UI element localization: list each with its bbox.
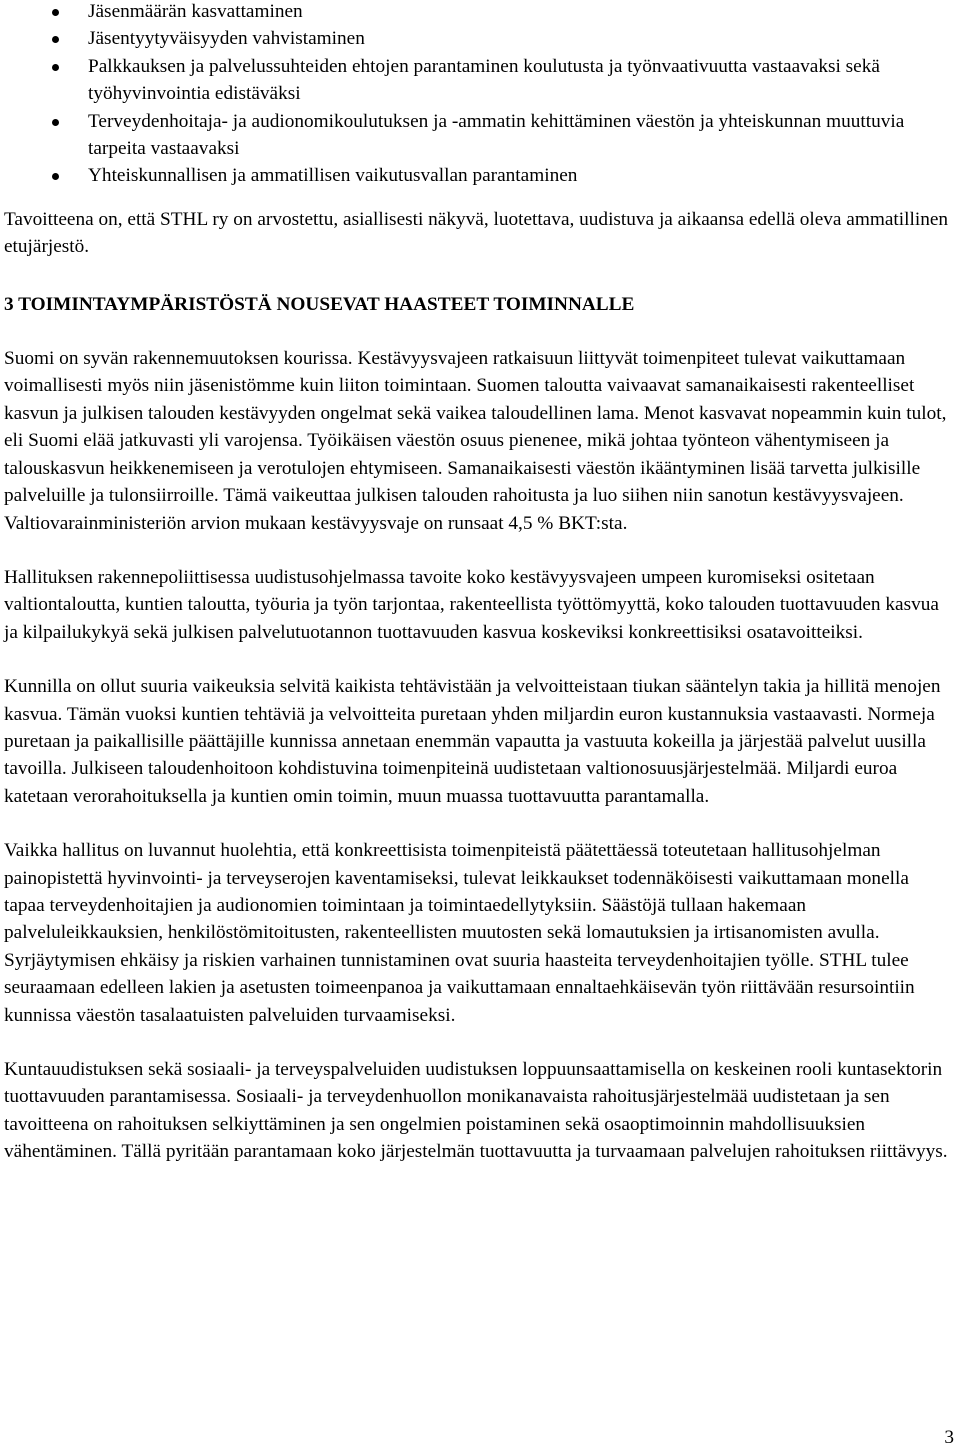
list-item — [4, 0, 954, 25]
paragraph: Vaikka hallitus on luvannut huolehtia, että konkreettisista toimenpiteistä päätettäessä toteutetaan hallitusohjelman painopistettä hyvinvointi- ja terveyserojen kaventamiseksi, tulevat leikkaukset todennäköisesti vaikuttamaan monella tapaa terveydenhoitajien ja audionomien toimintaan ja toimintaedellytyksiin. Säästöjä tullaan hakemaan palveluleikkauksien, henkilöstömitoitusten, rakenteellisten muutosten sekä lomautuksien ja irtisanomisten avulla. Syrjäytymisen ehkäisy ja riskien varhainen tunnistaminen ovat suuria haasteita terveydenhoitajien työlle. STHL tulee seuraamaan edelleen lakien ja asetusten toimeenpanoa ja vaikuttamaan ennaltaehkäisevän työn riittävään resursointiin kunnissa väestön tasalaatuisten palveluiden turvaamiseksi. — [4, 840, 915, 1026]
list-item — [4, 25, 954, 52]
list-item — [4, 53, 954, 108]
paragraph: Hallituksen rakennepoliittisessa uudistusohjelmassa tavoite koko kestävyysvajeen umpeen kuromiseksi ositetaan valtiontaloutta, kuntien taloutta, työuria ja työn tarjontaa, rakenteellista työttömyyttä, koko talouden tuottavuuden kasvua ja kilpailukykyä sekä julkisen palvelutuotannon tuottavuuden kasvua koskeviksi konkreettisiksi osatavoitteiksi. — [4, 566, 939, 643]
section-heading: 3 TOIMINTAYMPÄRISTÖSTÄ NOUSEVAT HAASTEET TOIMINNALLE — [4, 293, 635, 315]
bullet-text: Jäsenmäärän kasvattaminen — [88, 1, 303, 22]
bullet-icon — [52, 9, 59, 16]
bullet-text: Jäsentyytyväisyyden vahvistaminen — [88, 28, 365, 50]
page-number: 3 — [944, 1427, 954, 1448]
bullet-text: Terveydenhoitaja- ja audionomikoulutuksen ja -ammatin kehittäminen väestön ja yhteiskunnan muuttuvia tarpeita vastaavaksi — [88, 110, 905, 160]
paragraph: Suomi on syvän rakennemuutoksen kourissa. Kestävyysvajeen ratkaisuun liittyvät toimenpiteet tulevat vaikuttamaan voimallisesti myös niin jäsenistömme kuin liiton toimintaan. Suomen taloutta vaivaavat samanaikaisesti rakenteelliset kasvun ja julkisen talouden kestävyyden ongelmat sekä vaikea taloudellinen lama. Menot kasvavat nopeammin kuin tulot, eli Suomi elää jatkuvasti yli varojensa. Työikäisen väestön osuus pienenee, mikä johtaa työnteon vähentymiseen ja talouskasvun heikkenemiseen ja verotulojen ehtymiseen. Samanaikaisesti väestön ikääntyminen lisää tarvetta julkisille palveluille ja tulonsiirroille. Tämä vaikeuttaa julkisen talouden rahoitusta ja luo siihen niin sanotun kestävyysvajeen. Valtiovarainministeriön arvion mukaan kestävyysvaje on runsaat 4,5 % BKT:sta. — [4, 348, 947, 534]
list-item — [4, 108, 954, 163]
goal-statement: Tavoitteena on, että STHL ry on arvostettu, asiallisesti näkyvä, luotettava, uudistuva ja aikaansa edellä oleva ammatillinen etujärjestö. — [4, 208, 949, 258]
paragraph: Kuntauudistuksen sekä sosiaali- ja terveyspalveluiden uudistuksen loppuunsaattamisella on keskeinen rooli kuntasektorin tuottavuuden parantamisessa. Sosiaali- ja terveydenhuollon monikanavaista rahoitusjärjestelmää uudistetaan ja sen tavoitteena on rahoituksen selkiyttäminen ja sen ongelmien poistaminen sekä osaoptimoinnin mahdollisuuksien vähentäminen. Tällä pyritään parantamaan koko järjestelmän tuottavuutta ja turvaamaan palvelujen rahoituksen riittävyys. — [4, 1059, 948, 1163]
bullet-icon — [52, 119, 59, 126]
bullet-text: Yhteiskunnallisen ja ammatillisen vaikutusvallan parantaminen — [88, 165, 578, 187]
paragraph: Kunnilla on ollut suuria vaikeuksia selvitä kaikista tehtävistään ja velvoitteistaan tiukan sääntelyn takia ja hillitä menojen kasvua. Tämän vuoksi kuntien tehtäviä ja velvoitteita puretaan yhden miljardin euron kustannuksia vastaavasti. Normeja puretaan ja paikallisille päättäjille kunnissa annetaan enemmän vapautta ja vastuuta kokeilla ja järjestää palvelut uusilla tavoilla. Julkiseen taloudenhoitoon kohdistuvina toimenpiteinä uudistetaan valtionosuusjärjestelmää. Miljardi euroa katetaan verorahoituksella ja kuntien omin toimin, muun muassa tuottavuutta parantamalla. — [4, 676, 941, 807]
bullet-icon — [52, 64, 59, 71]
list-item — [4, 162, 954, 189]
goals-bullet-list — [4, 0, 954, 190]
page-content — [4, 0, 954, 1166]
bullet-text: Palkkauksen ja palvelussuhteiden ehtojen parantaminen koulutusta ja työnvaativuutta vastaavaksi sekä työhyvinvointia edistäväksi — [88, 55, 880, 105]
bullet-icon — [52, 36, 59, 43]
bullet-icon — [52, 173, 59, 180]
